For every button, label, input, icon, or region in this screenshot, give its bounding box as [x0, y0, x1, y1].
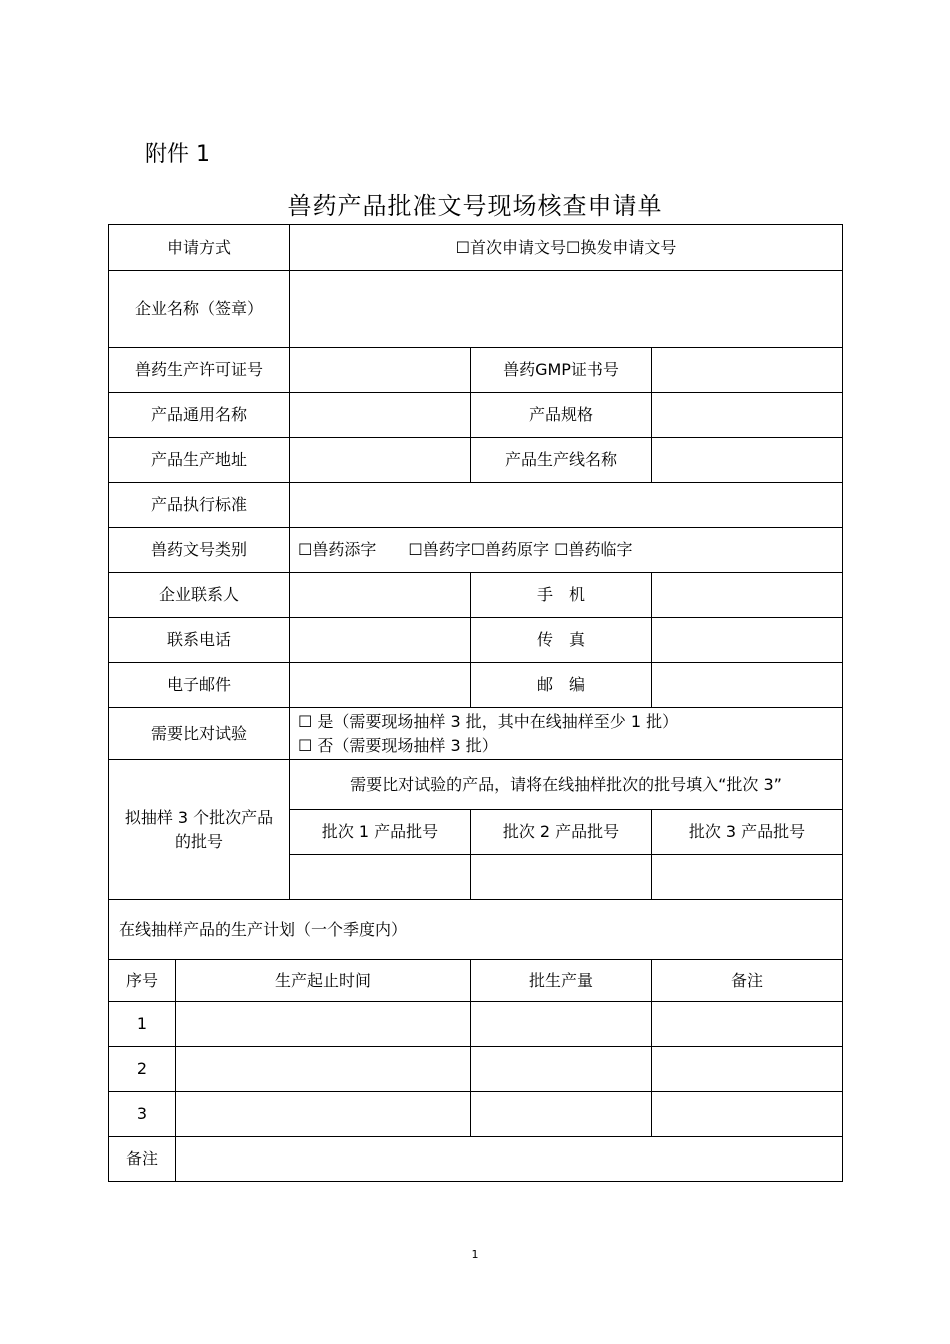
contact-field[interactable]: [290, 573, 471, 618]
email-label: 电子邮件: [109, 663, 290, 708]
plan-period-field[interactable]: [176, 1092, 471, 1137]
plan-remark-field[interactable]: [652, 1047, 843, 1092]
form-title: 兽药产品批准文号现场核查申请单: [287, 192, 663, 220]
generic-name-field[interactable]: [290, 393, 471, 438]
gmp-cert-field[interactable]: [652, 348, 843, 393]
comparison-label: 需要比对试验: [109, 708, 290, 760]
spec-label: 产品规格: [471, 393, 652, 438]
batch-2-header: 批次 2 产品批号: [471, 810, 652, 855]
plan-quantity-field[interactable]: [471, 1047, 652, 1092]
page-number: 1: [471, 1248, 479, 1261]
comparison-no-option[interactable]: ☐ 否（需要现场抽样 3 批）: [298, 735, 498, 755]
standard-field[interactable]: [290, 483, 843, 528]
postcode-label: 邮 编: [471, 663, 652, 708]
fax-field[interactable]: [652, 618, 843, 663]
plan-remark-label: 备注: [109, 1137, 176, 1182]
application-method-options-text: ☐首次申请文号☐换发申请文号: [455, 237, 677, 257]
spec-field[interactable]: [652, 393, 843, 438]
standard-label: 产品执行标准: [109, 483, 290, 528]
plan-header-quantity: 批生产量: [471, 960, 652, 1002]
plan-header-remark: 备注: [652, 960, 843, 1002]
gmp-cert-label: 兽药GMP证书号: [471, 348, 652, 393]
category-label: 兽药文号类别: [109, 528, 290, 573]
phone-field[interactable]: [290, 618, 471, 663]
contact-label: 企业联系人: [109, 573, 290, 618]
plan-quantity-field[interactable]: [471, 1002, 652, 1047]
table-row: [109, 1092, 843, 1137]
plan-row-no: 2: [109, 1047, 176, 1092]
generic-name-label: 产品通用名称: [109, 393, 290, 438]
postcode-field[interactable]: [652, 663, 843, 708]
batch-1-field[interactable]: [290, 855, 471, 900]
plan-quantity-field[interactable]: [471, 1092, 652, 1137]
plan-header-period: 生产起止时间: [176, 960, 471, 1002]
mobile-field[interactable]: [652, 573, 843, 618]
plan-remark-field[interactable]: [652, 1002, 843, 1047]
license-no-label: 兽药生产许可证号: [109, 348, 290, 393]
fax-label: 传 真: [471, 618, 652, 663]
company-name-field[interactable]: [290, 271, 843, 348]
category-options[interactable]: [290, 528, 843, 573]
plan-row-no: 3: [109, 1092, 176, 1137]
table-row: [109, 1002, 843, 1047]
license-no-field[interactable]: [290, 348, 471, 393]
category-options-text: ☐兽药添字 ☐兽药字☐兽药原字 ☐兽药临字: [298, 540, 633, 560]
plan-header-no: 序号: [109, 960, 176, 1002]
email-field[interactable]: [290, 663, 471, 708]
line-name-label: 产品生产线名称: [471, 438, 652, 483]
comparison-yes-option[interactable]: ☐ 是（需要现场抽样 3 批，其中在线抽样至少 1 批）: [298, 711, 679, 731]
company-name-label: 企业名称（签章）: [109, 271, 290, 348]
application-form-table: [108, 224, 843, 1182]
plan-period-field[interactable]: [176, 1002, 471, 1047]
batch-1-header: 批次 1 产品批号: [290, 810, 471, 855]
batch-3-header: 批次 3 产品批号: [652, 810, 843, 855]
application-method-label: 申请方式: [109, 225, 290, 271]
comparison-options: [290, 708, 843, 760]
batches-label: 拟抽样 3 个批次产品的批号: [109, 760, 290, 900]
batches-note-text: 需要比对试验的产品，请将在线抽样批次的批号填入“批次 3”: [350, 774, 782, 794]
line-name-field[interactable]: [652, 438, 843, 483]
application-method-options[interactable]: [290, 225, 843, 271]
batch-3-field[interactable]: [652, 855, 843, 900]
plan-remark-notes-field[interactable]: [176, 1137, 843, 1182]
batch-2-field[interactable]: [471, 855, 652, 900]
address-label: 产品生产地址: [109, 438, 290, 483]
plan-period-field[interactable]: [176, 1047, 471, 1092]
mobile-label: 手 机: [471, 573, 652, 618]
attachment-label: 附件 1: [145, 142, 210, 167]
table-row: [109, 1047, 843, 1092]
plan-remark-field[interactable]: [652, 1092, 843, 1137]
phone-label: 联系电话: [109, 618, 290, 663]
plan-title: 在线抽样产品的生产计划（一个季度内）: [109, 900, 843, 960]
batches-note: [290, 760, 843, 810]
address-field[interactable]: [290, 438, 471, 483]
plan-row-no: 1: [109, 1002, 176, 1047]
